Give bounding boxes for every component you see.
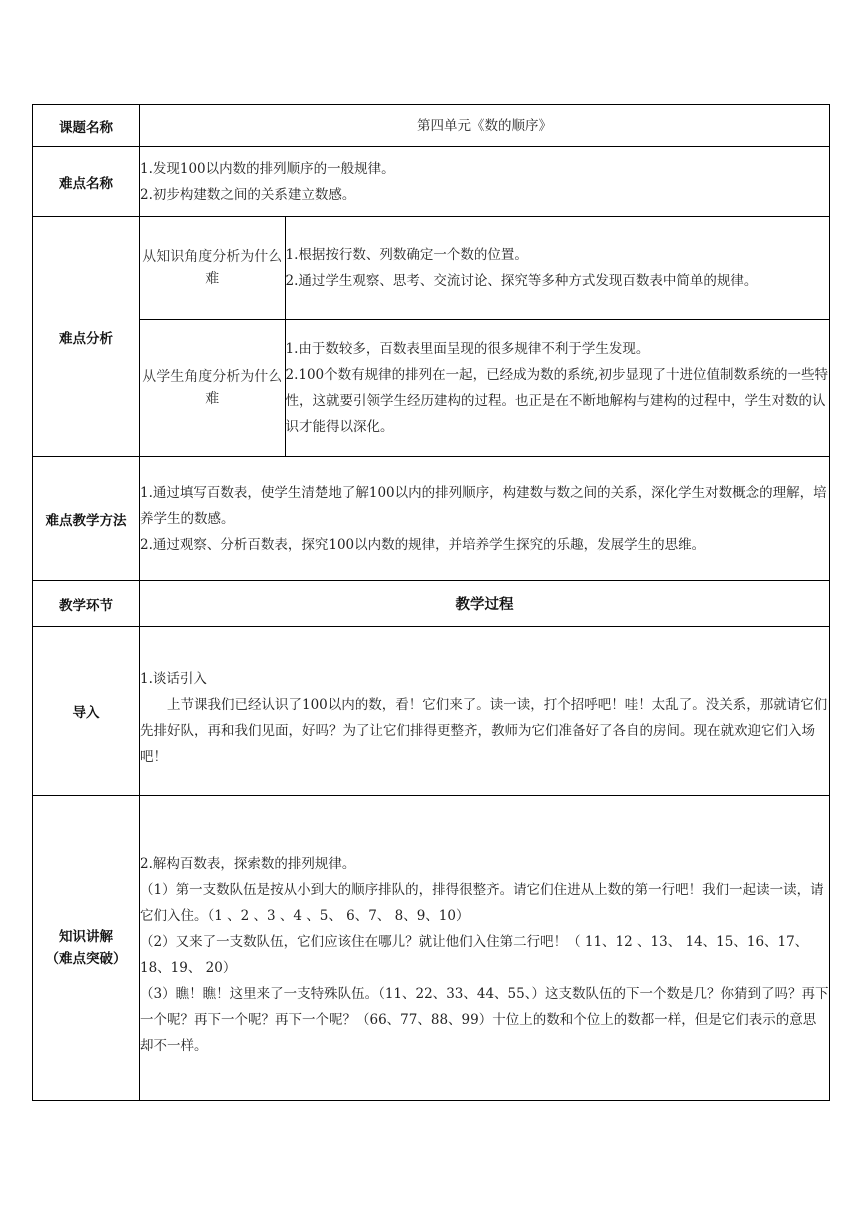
knowledge-section-paragraph: （3）瞧！瞧！这里来了一支特殊队伍。（11、22、33、44、55、）这支数队伍的下一个数是几？你猜到了吗？再下一个呢？再下一个呢？再下一个呢？（66、77、88、99）十位上的数和个位上的数都一样，但是它们表示的意思却不一样。 [140,986,829,1054]
student-analysis-item: 2.100个数有规律的排列在一起，已经成为数的系统,初步显现了十进位值制数系统的一些特性，这就要引领学生经历建构的过程。也正是在不断地解构与建构的过程中，学生对数的认识才能得以深化。 [285,366,828,435]
knowledge-section-label [33,796,140,1101]
process-header-row [33,581,830,627]
knowledge-section-paragraph: （2）又来了一支数队伍，它们应该住在哪儿？就让他们入住第二行吧！（ 11、12 、13、 14、15、16、17、18、19、 20） [140,934,809,976]
title-row [33,105,830,147]
knowledge-section-paragraph: （1）第一支数队伍是按从小到大的顺序排队的，排得很整齐。请它们住进从上数的第一行吧！我们一起读一读，请它们入住。（1 、2 、3 、4 、5、 6、7、 8、9、10） [140,882,824,924]
process-section-label: 教学环节 [33,581,140,627]
student-analysis-content [285,319,830,456]
analysis-row [33,217,830,457]
knowledge-analysis-label: 从知识角度分析为什么难 [140,217,285,319]
difficulty-item: 1.发现100以内数的排列顺序的一般规律。 [140,160,395,177]
knowledge-analysis-item: 2.通过学生观察、思考、交流讨论、探究等多种方式发现百数表中简单的规律。 [285,272,758,289]
difficulty-row [33,147,830,217]
analysis-content [140,217,830,457]
difficulty-label: 难点名称 [33,147,140,217]
student-analysis-row [140,319,830,456]
title-label: 课题名称 [33,105,140,147]
analysis-inner-table [140,217,830,456]
student-analysis-item: 1.由于数较多，百数表里面呈现的很多规律不利于学生发现。 [285,340,650,357]
knowledge-analysis-row [140,217,830,319]
knowledge-section-label-line2: （难点突破） [45,951,127,967]
method-item: 1.通过填写百数表，使学生清楚地了解100以内的排列顺序，构建数与数之间的关系，深化学生对数概念的理解，培养学生的数感。 [140,484,827,527]
knowledge-analysis-content [285,217,830,319]
intro-label: 导入 [33,627,140,796]
knowledge-analysis-item: 1.根据按行数、列数确定一个数的位置。 [285,246,528,263]
intro-heading: 1.谈话引入 [140,671,207,687]
intro-body: 上节课我们已经认识了100以内的数，看！它们来了。读一读，打个招呼吧！哇！太乱了。没关系，那就请它们先排好队，再和我们见面，好吗？为了让它们排得更整齐，教师为它们准备好了各自的房间。现在就欢迎它们入场吧！ [140,697,828,765]
knowledge-section-label-line1: 知识讲解 [59,929,113,945]
analysis-label: 难点分析 [33,217,140,457]
title-value: 第四单元《数的顺序》 [140,105,830,147]
knowledge-section-heading: 2.解构百数表，探索数的排列规律。 [140,856,356,872]
lesson-plan-table [32,104,830,1101]
difficulty-item: 2.初步构建数之间的关系建立数感。 [140,186,356,203]
intro-row [33,627,830,796]
difficulty-content [140,147,830,217]
student-analysis-label: 从学生角度分析为什么难 [140,319,285,456]
method-row [33,457,830,581]
knowledge-section-row [33,796,830,1101]
method-content [140,457,830,581]
method-item: 2.通过观察、分析百数表，探究100以内数的规律，并培养学生探究的乐趣，发展学生的思维。 [140,536,706,553]
intro-content [140,627,830,796]
method-label: 难点教学方法 [33,457,140,581]
process-header-value: 教学过程 [140,581,830,627]
knowledge-section-content [140,796,830,1101]
